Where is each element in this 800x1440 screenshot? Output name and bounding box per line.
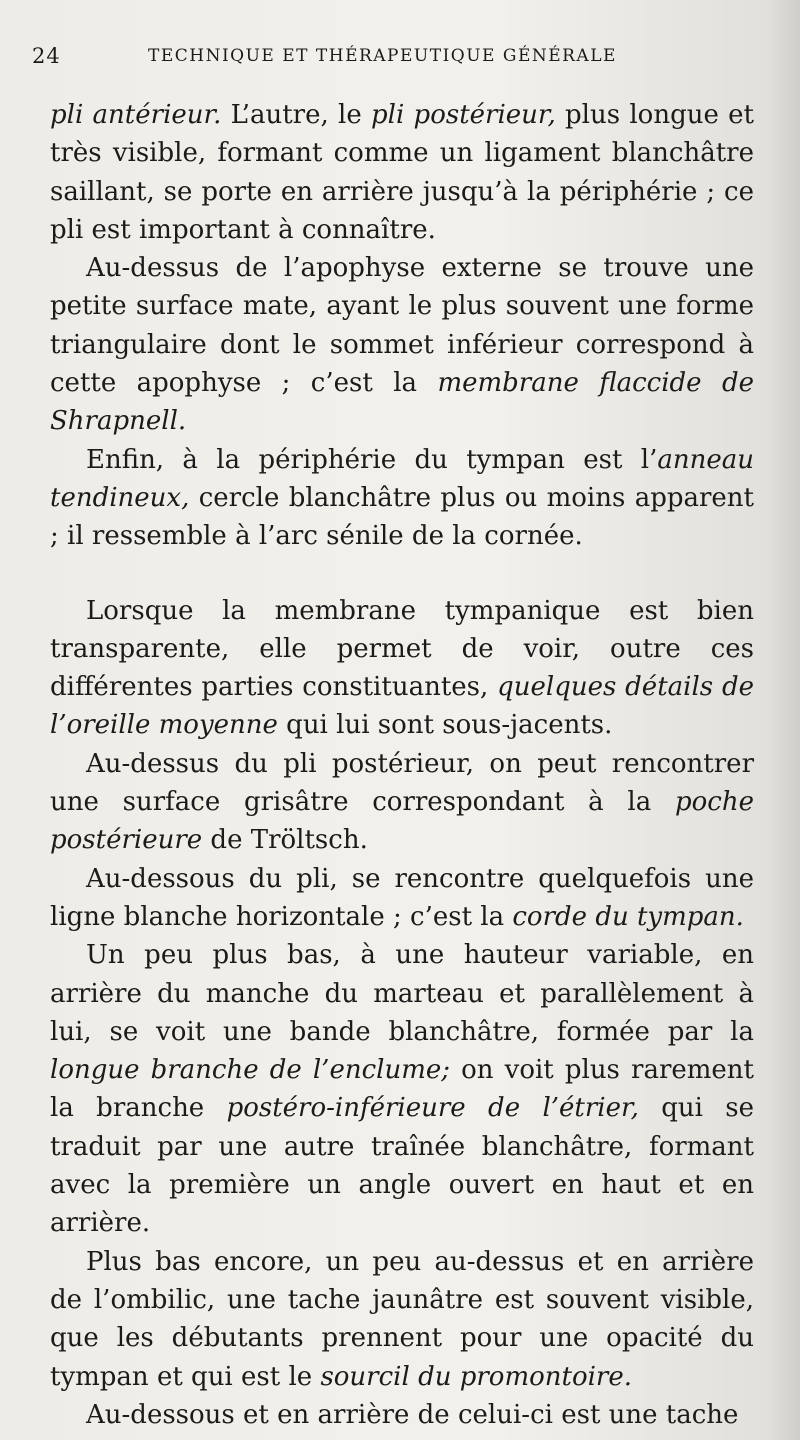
- text-run: Enfin, à la périphérie du tympan est l’: [86, 444, 658, 475]
- italic-term: sourcil du promontoire.: [320, 1361, 632, 1392]
- text-run: Lorsque la membrane tympanique est bien transparente, elle permet de voir, outre ces différentes parties constituantes,: [50, 595, 754, 703]
- italic-term: longue branche de l’enclume;: [50, 1055, 451, 1086]
- text-run: on voit plus rarement la branche: [50, 1055, 754, 1124]
- italic-term: quelques détails de l’oreille moyenne: [50, 672, 754, 741]
- italic-term: membrane flaccide de Shrapnell.: [50, 368, 754, 437]
- text-run: Au-dessous du pli, se rencontre quelquefois une ligne blanche horizontale ; c’est la: [50, 863, 754, 932]
- text-run: cercle blanchâtre plus ou moins apparent ; il ressemble à l’arc sénile de la cornée.: [50, 482, 754, 552]
- page-header: [32, 44, 732, 78]
- text-run: Plus bas encore, un peu au-dessus et en arrière de l’ombilic, une tache jaunâtre est souvent visible, que les débutants prennent pour une opacité du tympan et qui est le: [50, 1246, 754, 1392]
- text-run: qui lui sont sous-jacents.: [277, 710, 613, 741]
- paragraph: [50, 592, 754, 745]
- text-run: Au-dessus du pli postérieur, on peut rencontrer une surface grisâtre correspondant à la: [50, 748, 754, 818]
- paragraph: [50, 249, 754, 440]
- text-run: Au-dessous et en arrière de celui-ci est une tache: [86, 1399, 739, 1430]
- text-run: qui se traduit par une autre traînée blanchâtre, formant avec la première un angle ouvert en haut et en arrière.: [50, 1093, 755, 1239]
- italic-term: postéro-inférieure de l’étrier,: [226, 1093, 639, 1124]
- paragraph: [50, 745, 754, 860]
- italic-term: corde du tympan.: [512, 901, 744, 932]
- italic-term: anneau tendineux,: [50, 444, 754, 513]
- paragraph: [50, 441, 754, 556]
- paragraph: [50, 1396, 754, 1434]
- page-body: [50, 96, 754, 1434]
- italic-term: poche postérieure: [50, 787, 754, 856]
- text-run: de Tröltsch.: [202, 825, 368, 856]
- text-run: Au-dessus de l’apophyse externe se trouve une petite surface mate, ayant le plus souvent une forme triangulaire dont le sommet inférieur correspond à cette apophyse ; c’est la: [50, 253, 754, 399]
- text-run: L’autre, le: [221, 100, 371, 130]
- text-run: Un peu plus bas, à une hauteur variable, en arrière du manche du marteau et parallèlement à lui, se voit une bande blanchâtre, formée par la: [50, 940, 754, 1047]
- italic-term: pli antérieur.: [50, 100, 222, 130]
- running-title: TECHNIQUE ET THÉRAPEUTIQUE GÉNÉRALE: [148, 46, 617, 66]
- paragraph: [50, 860, 754, 937]
- page-number: 24: [32, 44, 61, 68]
- paragraph: [50, 96, 754, 249]
- paragraph: [50, 936, 754, 1242]
- text-run: plus longue et très visible, formant comme un ligament blanchâtre saillant, se porte en arrière jusqu’à la périphérie ; ce pli est important à connaître.: [50, 100, 754, 245]
- paragraph: [50, 1243, 754, 1396]
- italic-term: pli postérieur,: [371, 100, 556, 130]
